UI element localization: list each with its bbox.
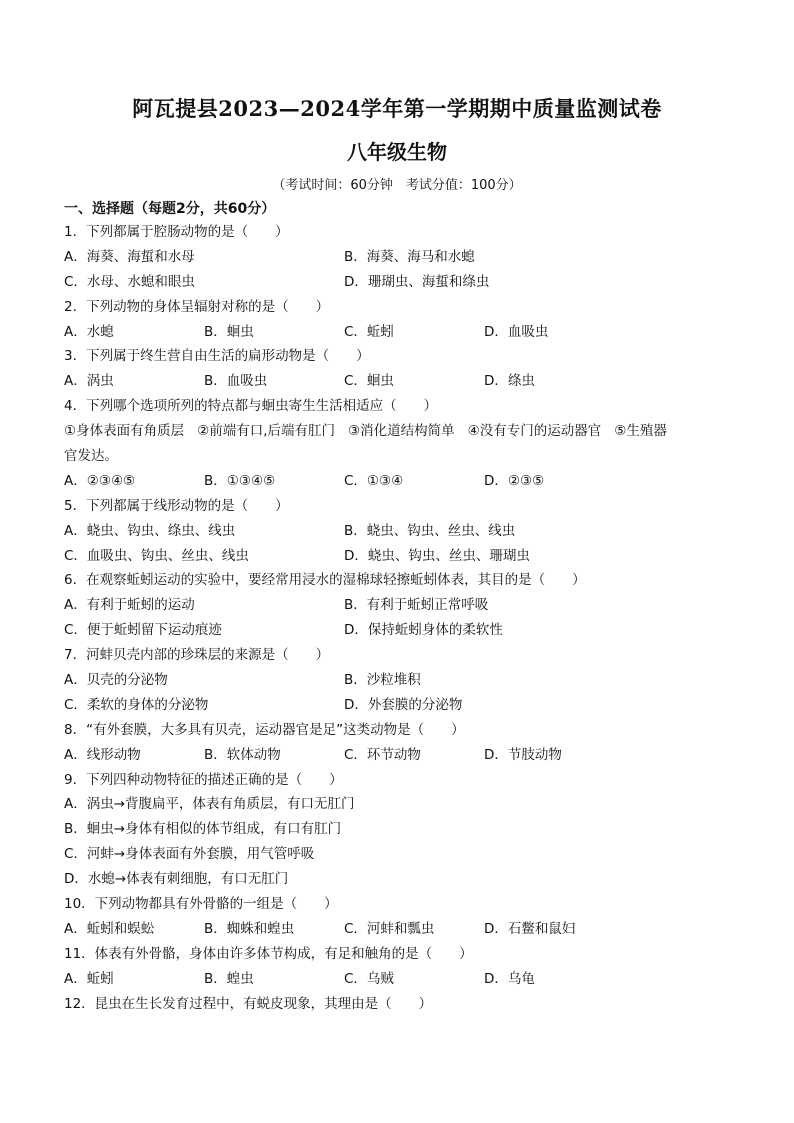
question-stem: 10．下列动物都具有外骨骼的一组是（ ） (64, 896, 338, 913)
option-b: B．沙粒堆积 (344, 672, 421, 689)
option-a: A．蛲虫、钩虫、绦虫、线虫 (64, 522, 236, 539)
statement-item: ③消化道结构简单 (348, 423, 455, 440)
question-statements-cont: 官发达。 (64, 448, 118, 465)
option-c: C．环节动物 (344, 746, 421, 763)
question-stem: 9．下列四种动物特征的描述正确的是（ ） (64, 771, 343, 788)
question-stem: 4．下列哪个选项所列的特点都与蛔虫寄生生活相适应（ ） (64, 398, 438, 415)
option-a: A．蚯蚓 (64, 970, 114, 987)
option-a: A．②③④⑤ (64, 472, 136, 489)
option-a: A．涡虫→背腹扁平，体表有角质层，有口无肛门 (64, 796, 355, 813)
question-statements (64, 419, 744, 444)
option-a: A．水螅 (64, 323, 114, 340)
option-c: C．①③④ (344, 472, 404, 489)
option-b: B．有利于蚯蚓正常呼吸 (344, 597, 489, 614)
option-row (64, 544, 744, 569)
option-b: B．软体动物 (204, 746, 281, 763)
option-c: C．河蚌→身体表面有外套膜，用气管呼吸 (64, 846, 315, 863)
option-d: D．血吸虫 (484, 323, 549, 340)
option-d: D．保持蚯蚓身体的柔软性 (344, 622, 503, 639)
option-a: A．涡虫 (64, 373, 114, 390)
option-c: C．便于蚯蚓留下运动痕迹 (64, 622, 222, 639)
question-stem: 12．昆虫在生长发育过程中，有蜕皮现象，其理由是（ ） (64, 995, 433, 1012)
option-a: A．线形动物 (64, 746, 141, 763)
option-row (64, 668, 744, 693)
option-a: A．蚯蚓和蜈蚣 (64, 920, 155, 937)
option-b: B．海葵、海马和水螅 (344, 248, 475, 265)
section-heading: 一、选择题（每题2分，共60分） (64, 201, 276, 217)
question-stem: 3．下列属于终生营自由生活的扁形动物是（ ） (64, 348, 370, 365)
option-a: A．贝壳的分泌物 (64, 672, 168, 689)
option-row (64, 245, 744, 270)
option-c: C．水母、水螅和眼虫 (64, 273, 195, 290)
option-c: C．蚯蚓 (344, 323, 394, 340)
option-d: D．珊瑚虫、海蜇和绦虫 (344, 273, 490, 290)
option-row (64, 593, 744, 618)
option-a: A．有利于蚯蚓的运动 (64, 597, 195, 614)
exam-info: （考试时间：60分钟 考试分值：100分） (272, 178, 522, 193)
statement-item: ⑤生殖器 (614, 423, 667, 440)
option-b: B．①③④⑤ (204, 472, 276, 489)
option-d: D．蛲虫、钩虫、丝虫、珊瑚虫 (344, 547, 530, 564)
option-c: C．河蚌和瓢虫 (344, 920, 435, 937)
option-d: D．石鳖和鼠妇 (484, 920, 576, 937)
option-row (64, 743, 744, 768)
option-row (64, 519, 744, 544)
option-d: D．②③⑤ (484, 472, 545, 489)
option-b: B．蛔虫→身体有相似的体节组成，有口有肛门 (64, 821, 342, 838)
option-d: D．乌龟 (484, 970, 535, 987)
option-d: D．外套膜的分泌物 (344, 696, 463, 713)
question-stem: 1．下列都属于腔肠动物的是（ ） (64, 224, 289, 240)
option-b: B．蛲虫、钩虫、丝虫、线虫 (344, 522, 516, 539)
option-c: C．蛔虫 (344, 373, 394, 390)
question-stem: 8．“有外套膜，大多具有贝壳，运动器官是足”这类动物是（ ） (64, 721, 465, 738)
option-row (64, 618, 744, 643)
statement-item: ①身体表面有角质层 (64, 423, 185, 440)
question-list (64, 220, 744, 1017)
option-d: D．绦虫 (484, 373, 535, 390)
option-d: D．节肢动物 (484, 746, 562, 763)
option-row (64, 967, 744, 992)
question-stem: 2．下列动物的身体呈辐射对称的是（ ） (64, 298, 330, 315)
option-d: D．水螅→体表有刺细胞，有口无肛门 (64, 871, 289, 888)
statement-item: ④没有专门的运动器官 (467, 423, 602, 440)
option-row (64, 369, 744, 394)
exam-title: 阿瓦提县2023—2024学年第一学期期中质量监测试卷 (132, 96, 662, 121)
question-stem: 6．在观察蚯蚓运动的实验中，要经常用浸水的湿棉球轻擦蚯蚓体表，其目的是（ ） (64, 572, 586, 589)
option-row (64, 917, 744, 942)
option-b: B．蝗虫 (204, 970, 254, 987)
option-c: C．血吸虫、钩虫、丝虫、线虫 (64, 547, 249, 564)
statement-item: ②前端有口,后端有肛门 (197, 423, 336, 440)
option-c: C．乌贼 (344, 970, 394, 987)
option-a: A．海葵、海蜇和水母 (64, 248, 195, 265)
option-b: B．蛔虫 (204, 323, 254, 340)
option-row (64, 693, 744, 718)
option-row (64, 270, 744, 295)
question-stem: 7．河蚌贝壳内部的珍珠层的来源是（ ） (64, 647, 330, 664)
question-stem: 11．体表有外骨骼，身体由许多体节构成，有足和触角的是（ ） (64, 945, 473, 962)
question-stem: 5．下列都属于线形动物的是（ ） (64, 497, 289, 514)
option-row (64, 320, 744, 345)
option-row (64, 469, 744, 494)
exam-subtitle: 八年级生物 (347, 140, 447, 164)
option-b: B．血吸虫 (204, 373, 268, 390)
option-b: B．蜘蛛和蝗虫 (204, 920, 295, 937)
option-c: C．柔软的身体的分泌物 (64, 696, 209, 713)
